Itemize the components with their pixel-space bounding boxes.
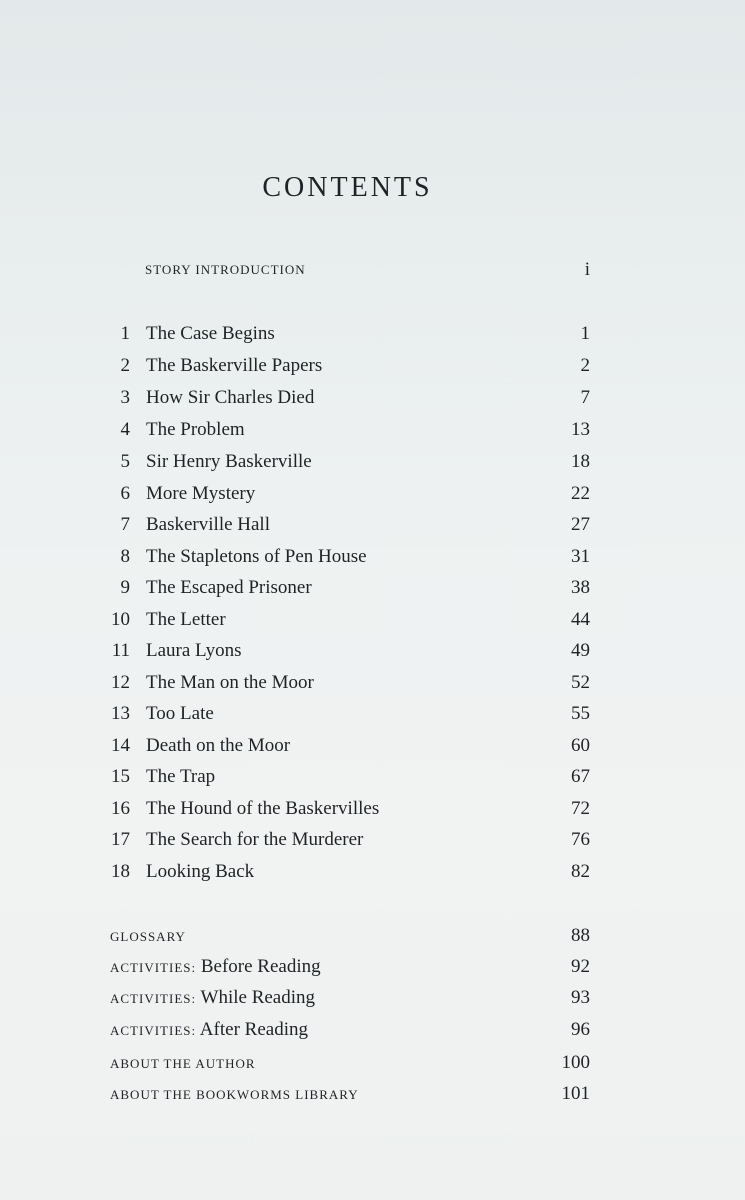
chapter-page: 2 — [580, 355, 590, 376]
chapter-page: 13 — [571, 419, 590, 440]
chapter-number: 6 — [120, 483, 130, 504]
chapter-page: 67 — [571, 766, 590, 787]
story-introduction-page: i — [584, 259, 590, 280]
chapter-number: 1 — [120, 323, 130, 344]
chapter-page: 55 — [571, 703, 590, 724]
chapter-title: The Trap — [146, 766, 216, 787]
chapter-number: 2 — [120, 355, 130, 376]
chapter-title: The Baskerville Papers — [146, 355, 323, 376]
chapter-page: 7 — [580, 387, 590, 408]
chapter-number: 12 — [111, 672, 130, 693]
back-matter-label: ACTIVITIES: — [110, 1023, 197, 1038]
chapter-title: Laura Lyons — [146, 640, 242, 661]
chapter-number: 17 — [111, 829, 130, 850]
chapter-page: 31 — [571, 546, 590, 567]
back-matter-sublabel: While Reading — [196, 987, 316, 1008]
chapter-number: 8 — [120, 546, 130, 567]
chapter-page: 18 — [571, 451, 590, 472]
chapter-number: 11 — [111, 640, 130, 661]
chapter-title: Sir Henry Baskerville — [146, 451, 312, 472]
chapter-number: 18 — [111, 861, 130, 882]
chapter-title: The Man on the Moor — [146, 672, 314, 693]
chapter-title: More Mystery — [146, 483, 256, 504]
back-matter-label: ACTIVITIES: — [110, 960, 197, 975]
chapter-number: 3 — [120, 387, 130, 408]
chapter-title: The Case Begins — [146, 323, 275, 344]
back-matter-label: ABOUT THE BOOKWORMS LIBRARY — [110, 1087, 359, 1102]
chapter-title: The Hound of the Baskervilles — [146, 798, 380, 819]
chapter-number: 14 — [111, 735, 130, 756]
chapter-title: The Search for the Murderer — [146, 829, 364, 850]
chapter-title: The Letter — [146, 609, 226, 630]
chapter-title: Looking Back — [146, 861, 255, 882]
back-matter-page: 93 — [571, 987, 590, 1008]
chapter-number: 16 — [111, 798, 130, 819]
chapter-title: The Problem — [146, 419, 245, 440]
chapter-page: 76 — [571, 829, 590, 850]
chapter-number: 15 — [111, 766, 130, 787]
back-matter-page: 88 — [571, 925, 590, 946]
chapter-number: 4 — [120, 419, 130, 440]
chapter-title: How Sir Charles Died — [146, 387, 315, 408]
page-title: CONTENTS — [262, 172, 433, 203]
back-matter-sublabel: Before Reading — [196, 956, 321, 977]
chapter-page: 60 — [571, 735, 590, 756]
back-matter-page: 92 — [571, 956, 590, 977]
story-introduction-label: STORY INTRODUCTION — [145, 262, 306, 277]
chapter-title: Baskerville Hall — [146, 514, 270, 535]
chapter-number: 10 — [111, 609, 130, 630]
back-matter-sublabel: After Reading — [196, 1019, 308, 1040]
back-matter-label: GLOSSARY — [110, 929, 186, 944]
chapter-page: 38 — [571, 577, 590, 598]
chapter-title: The Stapletons of Pen House — [146, 546, 367, 567]
chapter-number: 5 — [120, 451, 130, 472]
back-matter-page: 100 — [561, 1052, 590, 1073]
back-matter-label: ACTIVITIES: — [110, 991, 197, 1006]
back-matter-page: 101 — [561, 1083, 590, 1104]
chapter-number: 7 — [120, 514, 130, 535]
chapter-page: 22 — [571, 483, 590, 504]
chapter-page: 27 — [571, 514, 590, 535]
chapter-title: Death on the Moor — [146, 735, 291, 756]
chapter-number: 13 — [111, 703, 130, 724]
back-matter-label: ABOUT THE AUTHOR — [110, 1056, 256, 1071]
chapter-page: 82 — [571, 861, 590, 882]
chapter-number: 9 — [120, 577, 130, 598]
chapter-page: 44 — [571, 609, 590, 630]
chapter-page: 1 — [580, 323, 590, 344]
back-matter-page: 96 — [571, 1019, 590, 1040]
chapter-title: The Escaped Prisoner — [146, 577, 312, 598]
chapter-page: 72 — [571, 798, 590, 819]
chapter-page: 52 — [571, 672, 590, 693]
chapter-page: 49 — [571, 640, 590, 661]
chapter-title: Too Late — [146, 703, 214, 724]
